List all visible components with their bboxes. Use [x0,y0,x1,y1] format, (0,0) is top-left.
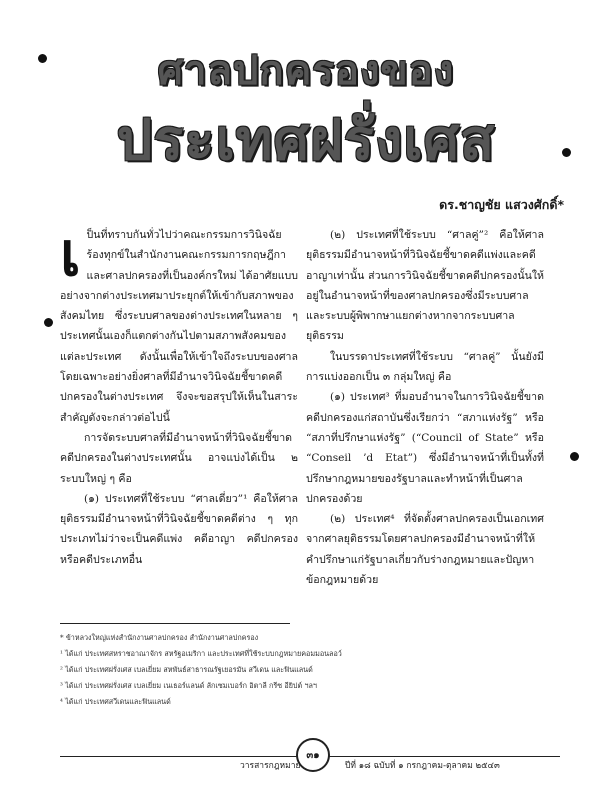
right-column [306,225,544,590]
dropcap-letter: เ [60,220,81,290]
author-name: ดร.ชาญชัย แสวงศักดิ์* [439,197,564,212]
paragraph-separate-court: (๒) ประเทศ⁴ ที่จัดตั้งศาลปกครองเป็นเอกเทศจากศาลยุติธรรมโดยศาลปกครองมีอำนาจหน้าที่ให้คำปรึกษาแก่รัฐบาลเกี่ยวกับร่างกฎหมายและปัญหาข้อกฎหมายด้วย [306,513,544,587]
footnote-item: ⁴ ได้แก่ ประเทศสวีเดนและฟินแลนด์ [60,697,171,706]
intro-paragraph [60,220,298,428]
intro-text: ป็นที่ทราบกันทั่วไปว่าคณะกรรมการวินิจฉัยร้องทุกข์ในสำนักงานคณะกรรมการกฤษฎีกาและศาลปกครองที่เป็นองค์กรใหม่ ได้อาศัยแบบอย่างจากต่างประเทศมาประยุกต์ให้เข้ากับสภาพของสังคมไทย ซึ่งระบบศาลของต่างประเทศในหลาย ๆ ประเทศนั้นเองก็แตกต่างกันไปตามสภาพสังคมของแต่ละประเทศ ดังนั้นเพื่อให้เข้าใจถึงระบบของศาลโดยเฉพาะอย่างยิ่งศาลที่มีอำนาจวินิจฉัยชี้ขาดคดีปกครองในต่างประเทศ จึงจะขอสรุปให้เห็นในสาระสำคัญดังจะกล่าวต่อไปนี้ [60,229,298,424]
footnote-item: * ข้าหลวงใหญ่แห่งสำนักงานศาลปกครอง สำนักงานศาลปกครอง [60,633,259,642]
paragraph-dual-groups: ในบรรดาประเทศที่ใช้ระบบ “ศาลคู่” นั้นยังมีการแบ่งออกเป็น ๓ กลุ่มใหญ่ คือ [306,350,544,384]
paragraph-council-of-state: (๑) ประเทศ³ ที่มอบอำนาจในการวินิจฉัยชี้ขาดคดีปกครองแก่สถาบันซึ่งเรียกว่า “สภาแห่งรัฐ” หรือ “สภาที่ปรึกษาแห่งรัฐ” (“Council of State” หรือ “Conseil ’d Etat”) ซึ่งมีอำนาจหน้าที่เป็นทั้งที่ปรึกษากฎหมายของรัฐบาลและทำหน้าที่เป็นศาลปกครองด้วย [306,391,544,505]
left-column [60,220,298,570]
bullet-right-low [570,452,579,461]
issue-info: ปีที่ ๑๘ ฉบับที่ ๑ กรกฎาคม-ตุลาคม ๒๕๔๓ [345,761,500,771]
paragraph-dual-court: (๒) ประเทศที่ใช้ระบบ “ศาลคู่”² คือให้ศาลยุติธรรมมีอำนาจหน้าที่วินิจฉัยชี้ขาดคดีแพ่งและคดีอาญาเท่านั้น ส่วนการวินิจฉัยชี้ขาดคดีปกครองนั้นให้อยู่ในอำนาจหน้าที่ของศาลปกครองซึ่งมีระบบศาลและระบบผู้พิพากษาแยกต่างหากจากระบบศาลยุติธรรม [306,229,544,343]
page-title-line1: ศาลปกครองของ [157,48,455,94]
footnotes [60,630,560,710]
page-number-badge: ๓๑ [296,738,330,772]
paragraph-single-court: (๑) ประเทศที่ใช้ระบบ “ศาลเดี่ยว”¹ คือให้ศาลยุติธรรมมีอำนาจหน้าที่วินิจฉัยชี้ขาดคดีต่าง ๆ ทุกประเภทไม่ว่าจะเป็นคดีแพ่ง คดีอาญา คดีปกครอง หรือคดีประเภทอื่น [60,492,298,566]
footnote-item: ³ ได้แก่ ประเทศฝรั่งเศส เบลเยี่ยม เนเธอร์แลนด์ ลักเซมเบอร์ก อิตาลี กรีซ อียิปต์ ฯลฯ [60,681,317,690]
footnote-item: ² ได้แก่ ประเทศฝรั่งเศส เบลเยี่ยม สหพันธ์สาธารณรัฐเยอรมัน สวีเดน และฟินแลนด์ [60,665,313,674]
footnote-item: ¹ ได้แก่ ประเทศสหราชอาณาจักร สหรัฐอเมริกา และประเทศที่ใช้ระบบกฎหมายคอมมอนลอว์ [60,649,342,658]
page-title-line2: ประเทศฝรั่งเศส [116,108,496,173]
paragraph-systems: การจัดระบบศาลที่มีอำนาจหน้าที่วินิจฉัยชี้ขาดคดีปกครองในต่างประเทศนั้น อาจแบ่งได้เป็น ๒ ระบบใหญ่ ๆ คือ [60,431,298,485]
bullet-left-mid [44,318,53,327]
footnote-divider [60,623,290,624]
journal-name: วารสารกฎหมาย [240,761,301,771]
